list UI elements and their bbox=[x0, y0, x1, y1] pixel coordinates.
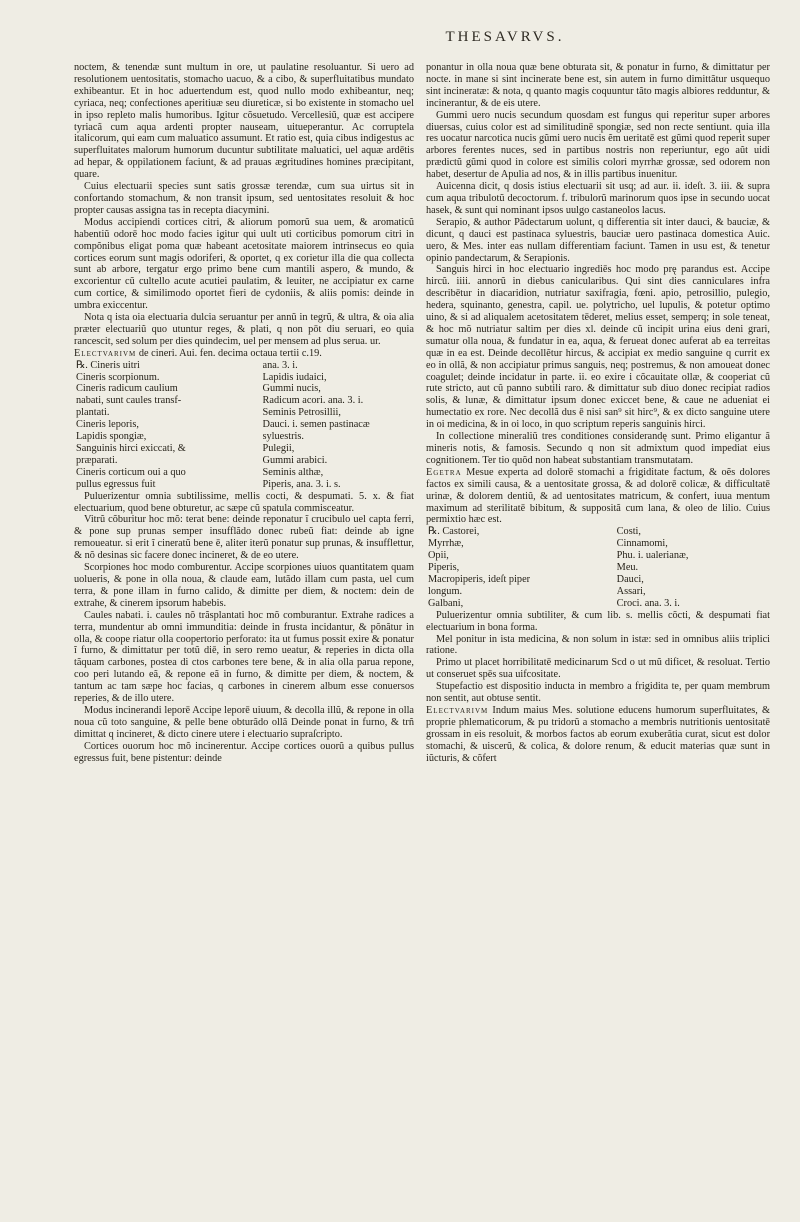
ingredient: Cineris leporis, bbox=[76, 419, 139, 431]
ingredient: Meu. bbox=[616, 562, 639, 574]
right-paragraph-12 bbox=[426, 705, 770, 765]
ingredient: ℞. Castorei, bbox=[428, 526, 480, 538]
right-paragraph-2: Gummi uero nucis secundum quosdam est fungus qui reperitur super arbores diuersas, cuius color est ad similitudinē spongiæ, sed non recte sentiunt. quia illa res uocatur narcotica nucis gũmi uero nucis ẽm ueritatē est gũmi quod reperit super arbores ferentes nuces, sed in partibus nostris non reperiuntur, ego aũt uidi prædictũ gũmi quod in colore est similis colori myrrhæ grossæ, sed odorem non habet, desertur de Apulia ad nos, & in illis partibus inuenitur. bbox=[426, 109, 770, 181]
ingredient: pullus egressus fuit bbox=[76, 478, 156, 490]
running-head-text: THESAVRVS. bbox=[445, 29, 565, 45]
ingredient: Gummi arabici. bbox=[262, 454, 328, 466]
ingredient: Cineris scorpionum. bbox=[76, 371, 160, 383]
left-paragraph-3: Modus accipiendi cortices citri, & aliorum pomorũ sua uem, & aromaticũ habentiũ odorē hoc modo facies igitur qui uult uti corticibus pomorum citri in compõnibus eligat poma quæ habeant acetositate maiorem intrinsecus eo quia cortices eorum sunt magis odoriferi, & oportet, q ex corietur illa die qua collecta sunt ab arbore, tergatur ergo primo bene cum mantili aspero, & mundo, & excorientur cũ cultello acute acutiei paulatim, & leuiter, ne accipiatur ex carne cum cortice, & similimodo oportet fieri de cydoniis, & aliis pomis: deinde in umbra exiccentur. bbox=[74, 216, 414, 312]
ingredient: syluestris. bbox=[262, 431, 304, 443]
ingredient: Piperis, bbox=[428, 562, 460, 574]
ingredient: Phu. i. ualerianæ, bbox=[616, 550, 689, 562]
left-paragraph-10: Modus incinerandi leporē Accipe leporē uiuum, & decolla illũ, & repone in olla noua cũ toto sanguine, & pelle bene obturãdo ollã Deinde ponat in furno, & trñ dimittat q incineret, & dicto cinere utere i electuario supraſcripto. bbox=[74, 704, 414, 740]
right-column bbox=[426, 62, 770, 1192]
ingredient: Pulegii, bbox=[262, 443, 295, 454]
ingredient: Macropiperis, ideſt piper bbox=[428, 573, 531, 585]
right-ingredient-list bbox=[428, 526, 770, 609]
left-paragraph-1: noctem, & tenendæ sunt multum in ore, ut paulatine resoluantur. Si uero ad resolutionem uentositatis, stomacho uacuo, & a cibo, & superfluitatibus mundato exhibeantur. Et in hoc aduertendum est, quod nullo modo exhibeantur, neq; cyriaca, neq; confectiones aperitiuæ seu diureticæ, si bo existente in stomacho uel in ipso repleto malis humoribus. Igitur cõsuetudo. Vercellesiũ, quæ est accipere tyriacã cum aqua ardenti propter nauseam, uitueperantur. Ac corruptela italicorum, qui eam cum maluatico assumunt. Et ratio est, quia cibus indigestus ac superfluitates malorum humorum ducuntur subtilitate maluatici, uel aquæ ardētis ad hepar, & oppilationem faciunt, & ad prauas ægritudines homines præcipitant, quare. bbox=[74, 62, 414, 181]
left-paragraph-6: Puluerizentur omnia subtilissime, mellis cocti, & despumati. 5. x. & fiat electuarium, quod bene obturetur, ac sæpe cũ spatula commisceatur. bbox=[74, 490, 414, 514]
egetra-heading: Egetra bbox=[426, 466, 462, 478]
ingredient: Lapidis spongiæ, bbox=[76, 431, 147, 443]
left-paragraph-9: Caules nabati. i. caules nõ trãsplantati hoc mõ comburantur. Extrahe radices a terra, mundentur ab omni immunditia: deinde in frusta incidantur, & põnãtur in olla, & coope riatur olla coopertorio perforato: ita ut fumus possit exire & ponatur ĩ furno, & dimittatur per totũ diē, in sero remo ueatur, & reperies in dicta olla tãquam carbones, postea di ctos carbones tere bene, & in alia olla parua repone, coo peri lutando eã, & repone eã in furno, & dimitte per diem, & noctem, & tantum ac tam sæpe hoc facias, q carbones in cinerem album esse conuersos reperies, & de illo utere. bbox=[74, 609, 414, 705]
ingredient: Myrrhæ, bbox=[428, 538, 464, 550]
left-paragraph-11: Cortices ouorum hoc mõ incinerentur. Accipe cortices ouorũ a quibus pullus egressus fuit, bene pistentur: deinde bbox=[74, 740, 414, 764]
ingredient: Dauci, bbox=[616, 573, 644, 585]
ingredient: Dauci. i. semen pastinacæ bbox=[262, 419, 370, 431]
ingredient: Galbani, bbox=[428, 597, 464, 609]
ingredient: Assari, bbox=[616, 585, 646, 597]
ingredient: ℞. Cineris uitri bbox=[76, 359, 140, 371]
left-paragraph-4: Nota q ista oia electuaria dulcia seruantur per annũ in tegrũ, & ultra, & oia alia præter electuariũ quo utuntur reges, & plati, q non pōt diu seruari, eo quia rancescit, sed solum per dies quindecim, uel per mensem ad plus serua. ur. bbox=[74, 312, 414, 347]
ingredient: Croci. ana. 3. i. bbox=[616, 597, 680, 609]
ingredient: Piperis, ana. 3. i. s. bbox=[262, 478, 341, 490]
right-paragraph-10: Primo ut placet horribilitatē medicinarum Scd o ut mũ dificet, & resoluat. Tertio ut conseruet spēs sua uifcositate. bbox=[426, 657, 770, 681]
ingredient: præparati. bbox=[76, 454, 118, 466]
ingredient: Opii, bbox=[428, 550, 449, 562]
ingredient: Cinnamomi, bbox=[616, 538, 668, 550]
ingredient: Seminis Petrosillii, bbox=[262, 407, 341, 419]
right-paragraph-7 bbox=[426, 467, 770, 527]
right-paragraph-5: Sanguis hirci in hoc electuario ingrediēs hoc modo prę parandus est. Accipe hircũ. iiii. annorũ in diebus canicularibus. Qui sint dies canniculares infra describētur in diacaridion, nutriatur saxifragia, fœni. apio, petrosillio, pulegio, hedera, squinanto, genestra, capil. ue. polytricho, uel lupulis, & potetur optimo uino, & si ad aliqualem acetositatem tēderet, melius esset, semperq; in sole teneat, & hoc mõ nutriatur saltim per dies xl. deinde cũ incipit urina eius deni grari, sumatur olla noua, & fundatur in ea, aqua, & ferueat donec auferat ab ea terreitas quæ in ea est. Deinde decollẽtur hircus, & accipiat ex medio sanguine q currit ex eo in ollã, & non accipiatur primus sanguis, neq; postremus, & non amoueat donec coagulet; deinde incidatur in parte. ii. eo exire i cõcauitate ollæ, & cooperiat cũ rute stricto, aut cũ panno subtili raro. & dimittatur sub diuo donec recipiat radios solis, & lunæ, & dimittatur ipsum donec exiccet bene, & caue ne adueniat ei humectatio ex rore. Nec decollã dus ē nisi san⁹ sit hirc⁹, & ex dicto sanguine utere in oi medicina, & in oi loco, in quo scriptum reperis sanguinis hirci. bbox=[426, 264, 770, 431]
ingredient: ana. 3. i. bbox=[262, 359, 298, 371]
right-paragraph-3: Auicenna dicit, q dosis istius electuarii sit usq; ad aur. ii. ideſt. 3. iii. & supra cum aqua tribulotũ decoctorum. f. tribulorũ marinorum quos ipse in secundo uocat hasek, & sunt qui nominant ipsos uulgo castaneolos lacus. bbox=[426, 181, 770, 216]
left-paragraph-7: Vitrũ cõburitur hoc mõ: terat bene: deinde reponatur ĩ crucibulo uel capta ferri, & pone sup prunas semper insufflãdo donec rubeũ fiat: deinde ab igne remoueatur. si erit ĩ cineratũ bene ē, aliter iterũ ponatur sup prunas, & insufflettur, & nõ desinas sic facere donec incineret, & de eo utere. bbox=[74, 514, 414, 562]
electuary-heading: Electvarivm bbox=[74, 347, 137, 359]
right-paragraph-8: Puluerizentur omnia subtiliter, & cum lib. s. mellis cõcti, & despumati fiat electuarium in bona forma. bbox=[426, 609, 770, 633]
ingredient: Sanguinis hirci exiccati, & bbox=[76, 443, 186, 454]
ingredient: nabati, sunt caules transf- bbox=[76, 395, 182, 407]
ingredient: Costi, bbox=[616, 526, 641, 538]
left-paragraph-5 bbox=[74, 348, 414, 360]
electuary-indum-heading: Electvarivm bbox=[426, 704, 489, 716]
left-paragraph-2: Cuius electuarii species sunt satis grossæ terendæ, cum sua uirtus sit in confortando stomachum, & non transit ipsum, sed uentositates resoluit & hoc propter causas assigna tas in recepta diacymini. bbox=[74, 181, 414, 216]
ingredient: Lapidis iudaici, bbox=[262, 371, 327, 383]
right-paragraph-1: ponantur in olla noua quæ bene obturata sit, & ponatur in furno, & dimittatur per nocte. in mane si sint incinerate bene est, sin autem in furno dimittãtur usquequo sint incineratæ: & nota, q quanto magis coquuntur tãto magis albiores redduntur, & incinerantur, & de eis utere. bbox=[426, 62, 770, 109]
ingredient: Cineris radicum caulium bbox=[76, 383, 178, 395]
right-paragraph-9: Mel ponitur in ista medicina, & non solum in istæ: sed in omnibus aliis triplici ratione. bbox=[426, 633, 770, 657]
ingredient: plantati. bbox=[76, 407, 110, 419]
ingredient: longum. bbox=[428, 585, 463, 597]
ingredient: Radicum acori. ana. 3. i. bbox=[262, 395, 364, 407]
electuary-heading-rest: de cineri. Aui. fen. decima octaua tertii c.19. bbox=[136, 347, 322, 359]
right-paragraph-4: Serapio, & author Pãdectarum uolunt, q differentia sit inter dauci, & bauciæ, & dicunt, q dauci est pastinaca syluestris, bauciæ uero pastinaca domestica Auic. uero, & Mes. inter eas nullam differentiam faciunt. Tamen in usu est, & tenetur opinio pandectarum, & Serapionis. bbox=[426, 216, 770, 264]
electuary-indum-rest: Indum maius Mes. solutione educens humorum superfluitates, & proprie phlematicorum, & pu tridorũ a stomacho a membris nutritionis uentositatē grossam in eis resoluit, & morbos factos ab eorum exuberãtia curat, sicut est dolor stomachi, & uiscerũ, & colica, & dolore renum, & educit materias quæ sunt in iũcturis, & cõfert bbox=[426, 704, 770, 764]
left-ingredient-list bbox=[76, 360, 414, 491]
left-column bbox=[74, 62, 414, 1192]
left-paragraph-8: Scorpiones hoc modo comburentur. Accipe scorpiones uiuos quantitatem quam uolueris, & pone in olla noua, & claude eam, lutãdo illam cum pasta, uel cum terra, & pone illam in furno calido, & dimitte per diem, & noctem: dein de extrahe, & cinerem ipsorum habebis. bbox=[74, 562, 414, 609]
ingredient: Seminis althæ, bbox=[262, 466, 324, 478]
ingredient: Cineris corticum oui a quo bbox=[76, 466, 186, 478]
right-paragraph-6: In collectione mineraliũ tres conditiones considerandę sunt. Primo eligantur ã mineris notis, & famosis. Secundo q non sit admixtum quod impediat eius cognitionem. Ter tio quõd non habeat substantiam transmutatam. bbox=[426, 431, 770, 466]
running-head bbox=[0, 28, 800, 46]
egetra-heading-rest: Mesue experta ad dolorē stomachi a frigiditate factum, & oẽs dolores factos ex simili causa, & a uentositate grossa, & ad dolorē colicæ, & difficultatē urinæ, & dolorem dentiũ, & ad uentositates matricum, & confert, iuua mentum maximum ad sterilitatē bibitum, & suppositã cum lana, & oleo de lilio. Cuius permixtio hæc est. bbox=[426, 466, 770, 526]
right-paragraph-11: Stupefactio est dispositio inducta in membro a frigidita te, per quam membrum non sentit, aut obtuse sentit. bbox=[426, 681, 770, 705]
ingredient: Gummi nucis, bbox=[262, 383, 321, 395]
